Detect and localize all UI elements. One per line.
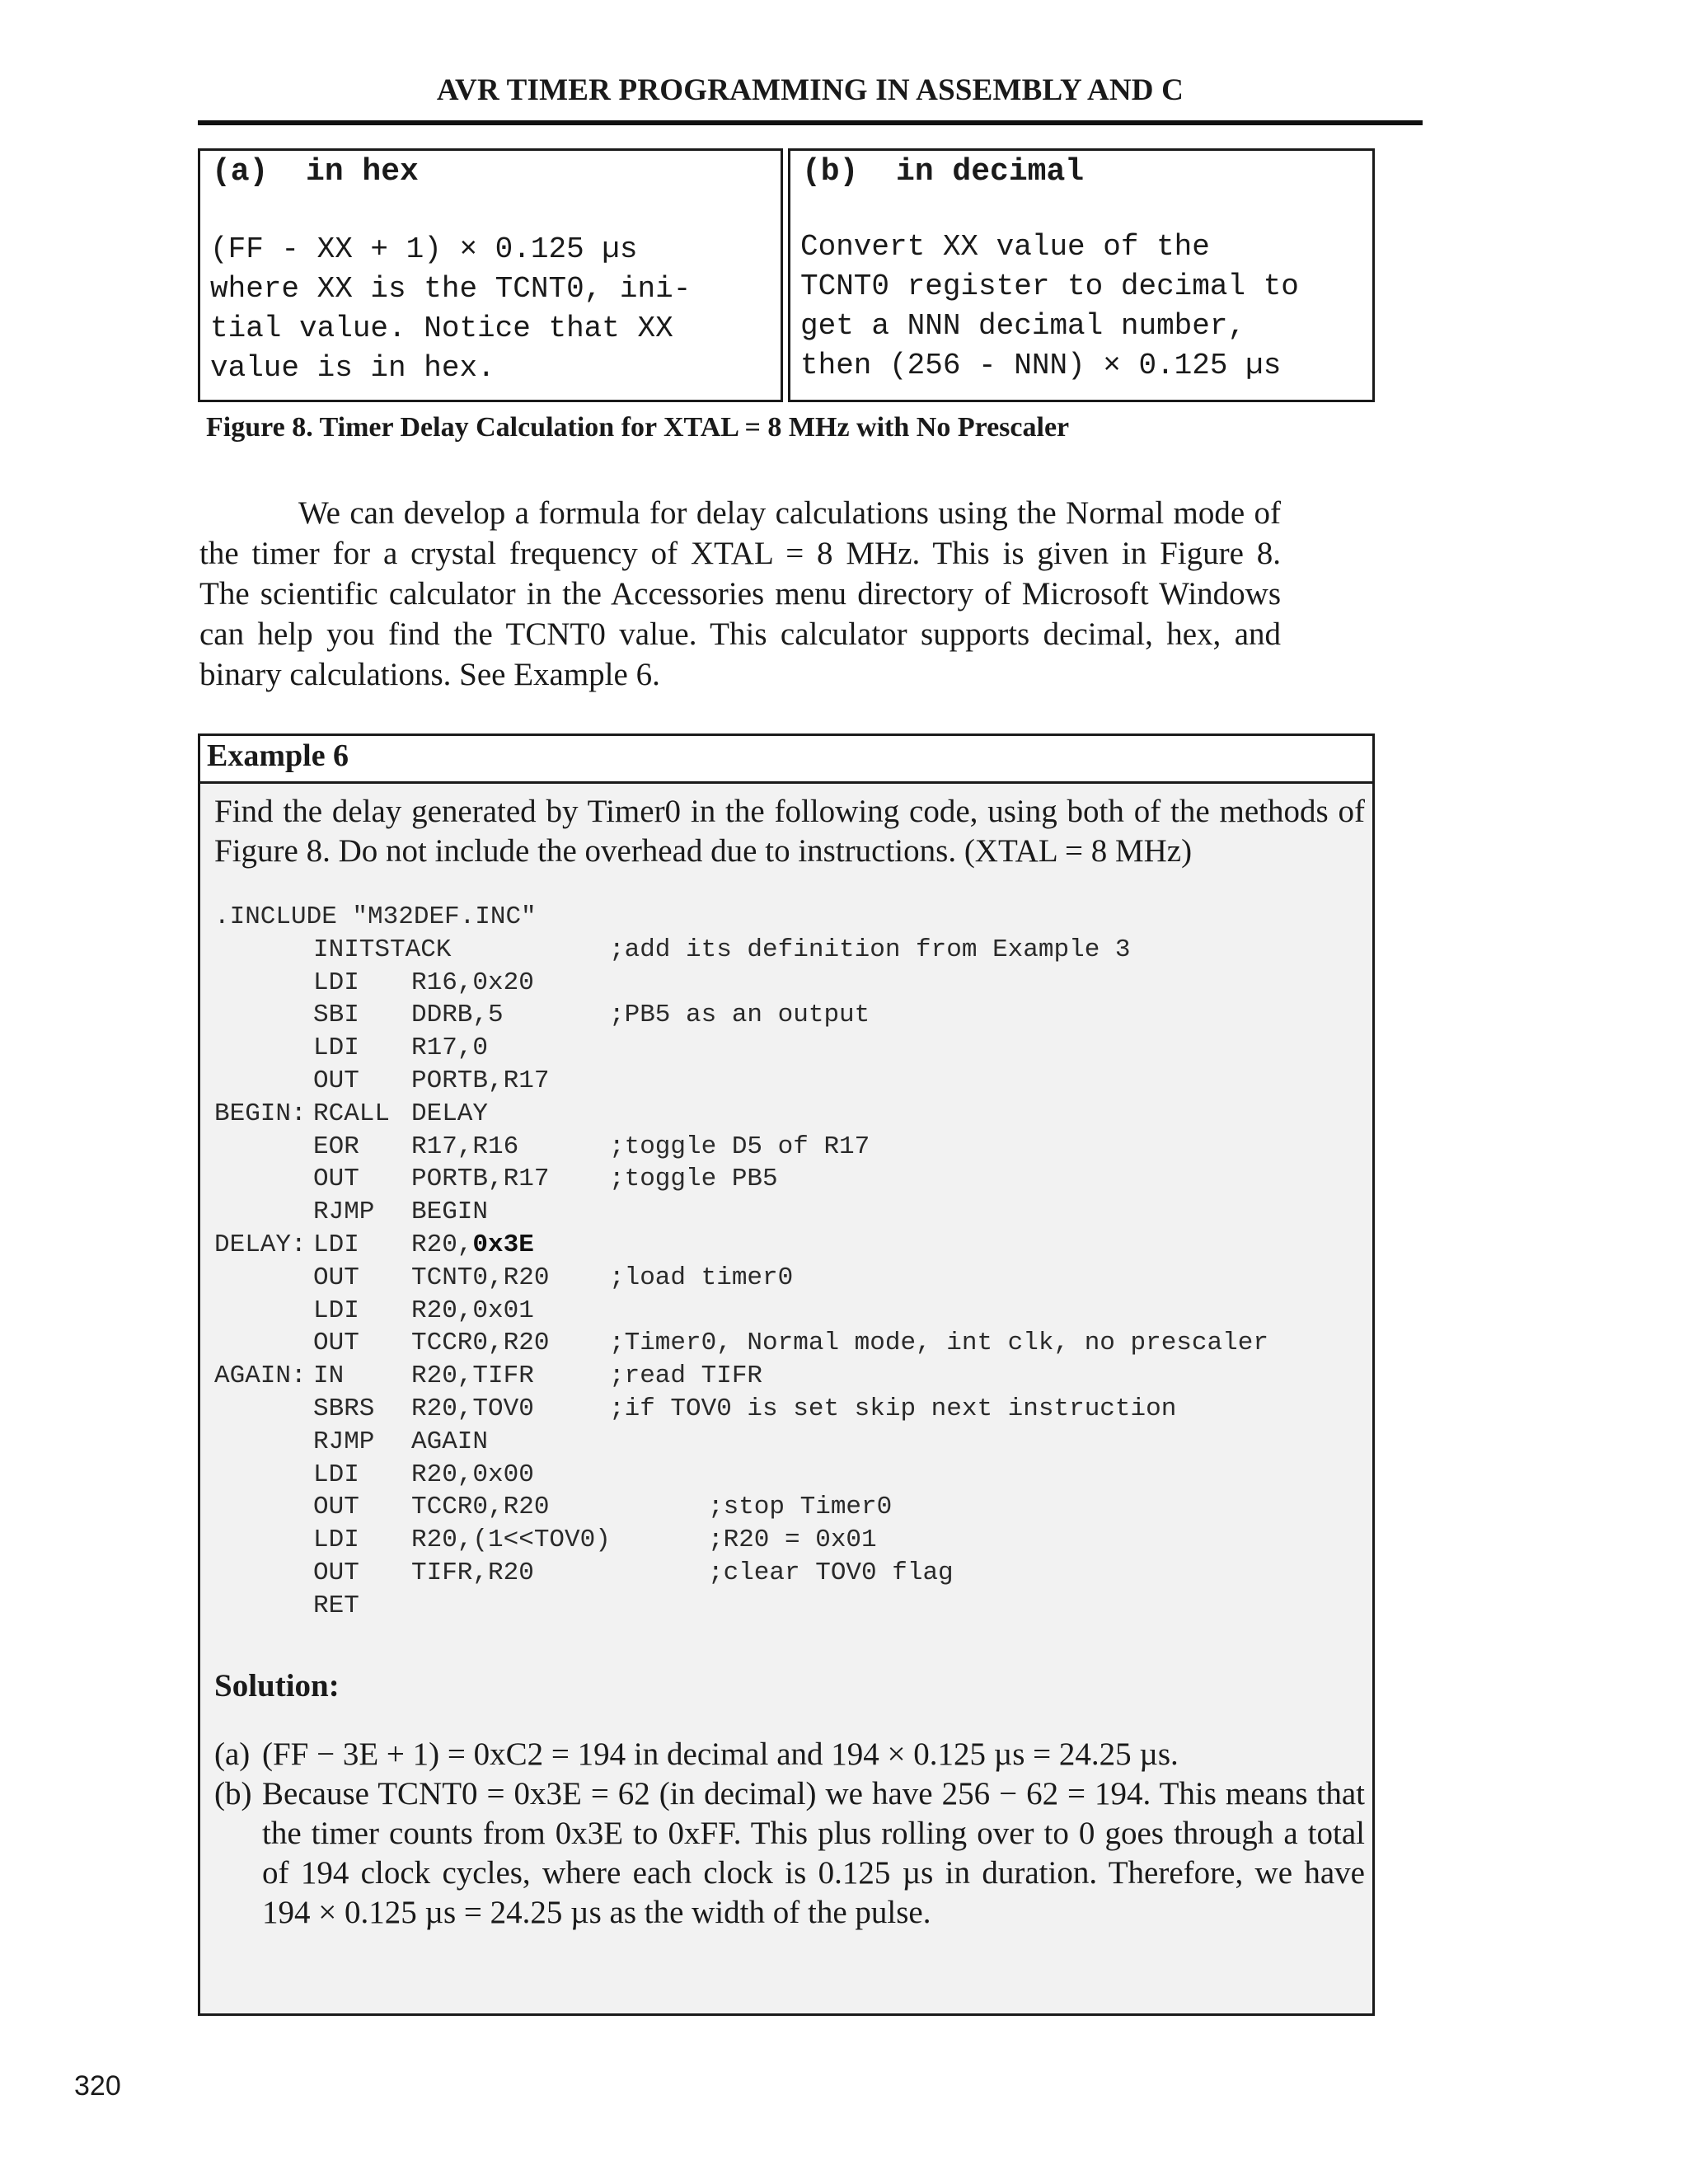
solution-line <box>214 1854 1365 1893</box>
code-operand: R20,TIFR <box>411 1361 534 1391</box>
calc-box-hex-title: (a) in hex <box>212 154 419 190</box>
solution-line-text: (FF − 3E + 1) = 0xC2 = 194 in decimal and 194 × 0.125 µs = 24.25 µs. <box>262 1736 1179 1772</box>
solution-title: Solution: <box>214 1668 340 1704</box>
code-opcode: LDI <box>313 1526 359 1555</box>
calc-line: Convert XX value of the <box>800 230 1210 264</box>
code-comment: ;toggle D5 of R17 <box>609 1132 870 1161</box>
code-operand: R20,(1<<TOV0) <box>411 1526 611 1555</box>
solution-line-text: 194 × 0.125 µs = 24.25 µs as the width of the pulse. <box>262 1895 931 1930</box>
calc-box-hex <box>198 148 783 402</box>
code-comment: ;Timer0, Normal mode, int clk, no prescaler <box>609 1329 1268 1358</box>
code-label: AGAIN: <box>214 1361 307 1391</box>
code-operand: BEGIN <box>411 1197 489 1227</box>
paragraph-line: the timer for a crystal frequency of XTAL = 8 MHz. This is given in Figure 8. <box>199 536 1281 571</box>
calc-line: tial value. Notice that XX <box>210 312 673 345</box>
code-label: .INCLUDE "M32DEF.INC" <box>214 902 537 931</box>
code-operand-highlight: 0x3E <box>472 1230 534 1259</box>
code-opcode: RCALL <box>313 1099 391 1128</box>
code-opcode: INITSTACK <box>313 935 452 964</box>
question-line: Figure 8. Do not include the overhead due to instructions. (XTAL = 8 MHz) <box>214 833 1193 869</box>
header-rule <box>198 120 1423 125</box>
paragraph-line: The scientific calculator in the Accessories menu directory of Microsoft Windows <box>199 576 1281 612</box>
code-comment: ;clear TOV0 flag <box>708 1558 954 1587</box>
calc-box-decimal <box>788 148 1375 402</box>
code-operand: TCNT0,R20 <box>411 1263 550 1292</box>
body-paragraph <box>199 493 1281 695</box>
example-question <box>214 792 1365 871</box>
calc-line: value is in hex. <box>210 351 495 385</box>
solution-line-text: of 194 clock cycles, where each clock is 0.125 µs in duration. Therefore, we have <box>262 1855 1365 1891</box>
calc-box-hex-text <box>210 230 691 388</box>
code-opcode: RJMP <box>313 1427 375 1456</box>
code-operand-text: R20, <box>411 1230 473 1259</box>
solution-line-text: the timer counts from 0x3E to 0xFF. This plus rolling over to 0 goes through a total <box>262 1816 1365 1851</box>
code-comment: ;add its definition from Example 3 <box>609 935 1131 964</box>
example-title: Example 6 <box>207 738 349 773</box>
code-operand: R20,TOV0 <box>411 1394 534 1423</box>
code-opcode: OUT <box>313 1558 359 1587</box>
solution-line <box>214 1774 1365 1814</box>
code-opcode: OUT <box>313 1329 359 1358</box>
solution-line <box>214 1893 1365 1933</box>
figure-caption: Figure 8. Timer Delay Calculation for XTAL = 8 MHz with No Prescaler <box>206 412 1070 443</box>
code-operand: TCCR0,R20 <box>411 1329 550 1358</box>
code-operand: R20,0x00 <box>411 1460 534 1489</box>
code-operand: R16,0x20 <box>411 968 534 997</box>
example-header <box>200 736 1372 784</box>
code-opcode: RJMP <box>313 1197 375 1227</box>
code-opcode: SBRS <box>313 1394 375 1423</box>
code-opcode: SBI <box>313 1001 359 1030</box>
page-number: 320 <box>74 2070 121 2102</box>
code-comment: ;stop Timer0 <box>708 1493 893 1522</box>
question-line: Find the delay generated by Timer0 in the following code, using both of the methods of <box>214 794 1365 829</box>
calc-line: then (256 - NNN) × 0.125 µs <box>800 349 1282 382</box>
code-operand: R17,R16 <box>411 1132 519 1161</box>
solution-marker: (b) <box>214 1776 252 1811</box>
code-operand: R17,0 <box>411 1033 489 1063</box>
solution-text <box>214 1735 1365 1933</box>
code-opcode: OUT <box>313 1263 359 1292</box>
solution-line <box>214 1735 1365 1774</box>
code-comment: ;toggle PB5 <box>609 1165 778 1194</box>
code-comment: ;R20 = 0x01 <box>708 1526 877 1555</box>
calc-line: where XX is the TCNT0, ini- <box>210 272 692 306</box>
code-operand: TIFR,R20 <box>411 1558 534 1587</box>
page-header: AVR TIMER PROGRAMMING IN ASSEMBLY AND C <box>436 73 1184 107</box>
code-opcode: LDI <box>313 1230 359 1259</box>
calc-box-decimal-text <box>800 227 1299 386</box>
solution-line <box>214 1814 1365 1854</box>
code-operand <box>411 1229 534 1262</box>
code-opcode: EOR <box>313 1132 359 1161</box>
paragraph-line: binary calculations. See Example 6. <box>199 657 660 692</box>
example-box <box>198 733 1375 2016</box>
code-opcode: OUT <box>313 1165 359 1194</box>
code-opcode: LDI <box>313 1460 359 1489</box>
calc-box-decimal-title: (b) in decimal <box>802 154 1085 190</box>
code-operand: PORTB,R17 <box>411 1066 550 1095</box>
code-opcode: OUT <box>313 1493 359 1522</box>
code-comment: ;load timer0 <box>609 1263 794 1292</box>
paragraph-line: We can develop a formula for delay calculations using the Normal mode of <box>298 495 1281 531</box>
code-operand: DDRB,5 <box>411 1001 504 1030</box>
code-label: BEGIN: <box>214 1099 307 1128</box>
paragraph-line: can help you find the TCNT0 value. This calculator supports decimal, hex, and <box>199 616 1281 652</box>
code-comment: ;read TIFR <box>609 1361 763 1391</box>
code-operand: R20,0x01 <box>411 1296 534 1325</box>
code-comment: ;PB5 as an output <box>609 1001 870 1030</box>
code-opcode: LDI <box>313 1296 359 1325</box>
code-opcode: LDI <box>313 1033 359 1063</box>
code-operand: PORTB,R17 <box>411 1165 550 1194</box>
code-operand: TCCR0,R20 <box>411 1493 550 1522</box>
solution-marker: (a) <box>214 1736 251 1772</box>
calc-line: get a NNN decimal number, <box>800 309 1246 343</box>
code-opcode: IN <box>313 1361 345 1391</box>
solution-line-text: Because TCNT0 = 0x3E = 62 (in decimal) we have 256 − 62 = 194. This means that <box>262 1776 1365 1811</box>
code-opcode: LDI <box>313 968 359 997</box>
code-operand: DELAY <box>411 1099 489 1128</box>
calc-line: TCNT0 register to decimal to <box>800 269 1299 303</box>
calc-line: (FF - XX + 1) × 0.125 µs <box>210 232 638 266</box>
code-opcode: OUT <box>313 1066 359 1095</box>
code-comment: ;if TOV0 is set skip next instruction <box>609 1394 1177 1423</box>
code-operand: AGAIN <box>411 1427 489 1456</box>
code-opcode: RET <box>313 1591 359 1620</box>
code-label: DELAY: <box>214 1230 307 1259</box>
